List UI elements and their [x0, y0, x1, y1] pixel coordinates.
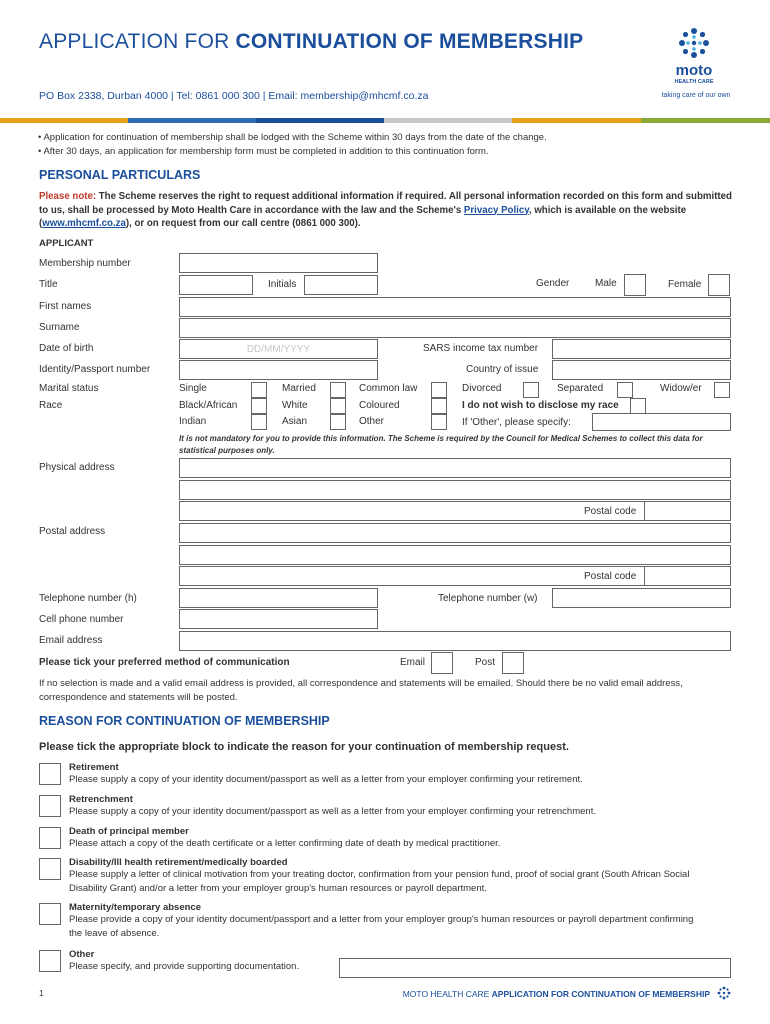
comm-email-checkbox[interactable] [431, 652, 453, 674]
marital-separated-checkbox[interactable] [617, 382, 633, 398]
initials-input[interactable] [304, 275, 378, 295]
marital-widow-checkbox[interactable] [714, 382, 730, 398]
reason-death-checkbox[interactable] [39, 827, 61, 849]
reason-title: Maternity/temporary absence [69, 902, 201, 913]
membership-number-label: Membership number [39, 258, 131, 269]
comm-post-label: Post [475, 657, 496, 668]
logo-subbrand: HEALTH CARE [674, 79, 714, 85]
reason-retirement-checkbox[interactable] [39, 763, 61, 785]
physical-postal-code-input[interactable] [644, 501, 731, 521]
title-bold: CONTINUATION OF MEMBERSHIP [235, 30, 584, 53]
reason-title: Death of principal member [69, 826, 189, 837]
note-label: Please note: [39, 191, 97, 202]
reason-item [69, 902, 699, 940]
privacy-policy-link[interactable]: Privacy Policy [463, 204, 529, 216]
logo-tagline: taking care of our own [661, 92, 731, 99]
reason-desc: Please supply a letter of clinical motivation from your treating doctor, confirmation from your pension fund, proof of social grant (South African Social Disability Grant) and/or a letter from your employer group's human resources or payroll department. [69, 869, 690, 894]
race-no-disclose-checkbox[interactable] [630, 398, 646, 414]
physical-address-line-1[interactable] [179, 458, 731, 478]
reason-maternity-checkbox[interactable] [39, 903, 61, 925]
stripe-segment [512, 118, 641, 123]
membership-number-input[interactable] [179, 253, 378, 273]
contact-line: PO Box 2338, Durban 4000 | Tel: 0861 000 300 | Email: membership@mhcmf.co.za [39, 90, 429, 102]
reason-desc: Please supply a copy of your identity document/passport as well as a letter from your employer confirming your retirement. [69, 774, 583, 785]
identity-input[interactable] [179, 360, 378, 380]
surname-label: Surname [39, 322, 80, 333]
stripe-segment [384, 118, 512, 123]
telephone-w-input[interactable] [552, 588, 731, 608]
race-disclaimer: It is not mandatory for you to provide this information. The Scheme is required by the Council for Medical Schemes to collect this data for statistical purposes only. [179, 434, 703, 455]
communication-method-label: Please tick your preferred method of communication [39, 657, 290, 668]
sars-input[interactable] [552, 339, 731, 359]
marital-option-label: Married [282, 383, 316, 394]
stripe-segment [0, 118, 128, 123]
privacy-note [39, 190, 734, 231]
date-of-birth-input[interactable]: DD/MM/YYYY [179, 339, 378, 359]
sars-label: SARS income tax number [423, 343, 539, 354]
footer-title [403, 989, 710, 999]
telephone-h-label: Telephone number (h) [39, 593, 137, 604]
personal-particulars-heading: PERSONAL PARTICULARS [39, 168, 201, 182]
stripe-segment [128, 118, 256, 123]
male-label: Male [595, 278, 617, 289]
marital-divorced-checkbox[interactable] [523, 382, 539, 398]
reason-title: Disability/Ill health retirement/medically boarded [69, 857, 288, 868]
marital-option-label: Single [179, 383, 207, 394]
logo-brand: moto [675, 62, 713, 79]
physical-address-label: Physical address [39, 462, 115, 473]
header-stripe [0, 118, 770, 123]
communication-note: If no selection is made and a valid email address is provided, all correspondence and statements will be emailed. Should there be no valid email address, correspondence and statements will be posted. [39, 678, 683, 703]
applicant-heading: APPLICANT [39, 238, 94, 249]
race-indian-checkbox[interactable] [251, 414, 267, 430]
intro-bullets [38, 131, 547, 158]
marital-option-label: Divorced [462, 383, 502, 394]
race-asian-checkbox[interactable] [330, 414, 346, 430]
postal-postal-code-label: Postal code [584, 571, 637, 582]
reason-item [69, 949, 349, 974]
footer-brand: MOTO HEALTH CARE [402, 989, 492, 999]
race-white-checkbox[interactable] [330, 398, 346, 414]
website-link[interactable]: www.mhcmf.co.za [42, 218, 126, 229]
first-names-label: First names [39, 301, 92, 312]
postal-address-line-2[interactable] [179, 545, 731, 565]
stripe-segment [256, 118, 384, 123]
page-number: 1 [39, 988, 44, 998]
country-of-issue-input[interactable] [552, 360, 731, 380]
marital-status-label: Marital status [39, 383, 99, 394]
intro-bullet: • Application for continuation of membership shall be lodged with the Scheme within 30 days from the date of the change. [38, 131, 547, 145]
reason-disability-checkbox[interactable] [39, 858, 61, 880]
race-other-checkbox[interactable] [431, 414, 447, 430]
title-label: Title [39, 279, 58, 290]
reason-desc: Please attach a copy of the death certificate or a letter confirming date of death by medical practitioner. [69, 838, 501, 849]
reason-desc: Please supply a copy of your identity document/passport as well as a letter from your employer confirming your retrenchment. [69, 806, 596, 817]
moto-logo [650, 24, 750, 104]
title-input[interactable] [179, 275, 253, 295]
reason-item [69, 762, 729, 787]
reason-desc: Please specify, and provide supporting documentation. [69, 961, 300, 972]
note-text: The Scheme reserves the right to request additional information if required. All personal information recorded on this form and submitted to us, shall be processed by Moto Health Care in accordance with the law and the Scheme's [39, 191, 732, 216]
intro-bullet: • After 30 days, an application for membership form must be completed in addition to this continuation form. [38, 145, 547, 159]
email-address-label: Email address [39, 635, 103, 646]
male-checkbox[interactable] [624, 274, 646, 296]
race-label: Race [39, 400, 63, 411]
reason-other-specify-input[interactable] [339, 958, 731, 978]
race-option-label: Indian [179, 416, 207, 427]
marital-option-label: Common law [359, 383, 418, 394]
reason-instruction: Please tick the appropriate block to indicate the reason for your continuation of membership request. [39, 741, 569, 753]
reason-other-checkbox[interactable] [39, 950, 61, 972]
race-coloured-checkbox[interactable] [431, 398, 447, 414]
date-of-birth-label: Date of birth [39, 343, 94, 354]
physical-postal-code-label: Postal code [584, 506, 637, 517]
comm-email-label: Email [400, 657, 426, 668]
telephone-h-input[interactable] [179, 588, 378, 608]
reason-item [69, 826, 729, 851]
postal-postal-code-input[interactable] [644, 566, 731, 586]
comm-post-checkbox[interactable] [502, 652, 524, 674]
reason-title: Retirement [69, 762, 119, 773]
postal-address-line-1[interactable] [179, 523, 731, 543]
race-black-african-checkbox[interactable] [251, 398, 267, 414]
marital-single-checkbox[interactable] [251, 382, 267, 398]
logo-mark-icon [650, 24, 738, 62]
reason-retrenchment-checkbox[interactable] [39, 795, 61, 817]
footer-doc-title: APPLICATION FOR CONTINUATION OF MEMBERSHIP [491, 989, 710, 999]
identity-label: Identity/Passport number [39, 364, 151, 375]
reason-heading: REASON FOR CONTINUATION OF MEMBERSHIP [39, 714, 330, 728]
race-option-label: White [282, 400, 308, 411]
note-text: , which is available on the website ( [39, 204, 687, 229]
gender-label: Gender [536, 278, 570, 289]
cell-phone-input[interactable] [179, 609, 378, 629]
stripe-segment [641, 118, 770, 123]
email-address-input[interactable] [179, 631, 731, 651]
marital-option-label: Separated [557, 383, 604, 394]
marital-common-law-checkbox[interactable] [431, 382, 447, 398]
title-plain: APPLICATION FOR [39, 30, 236, 53]
race-no-disclose-label: I do not wish to disclose my race [462, 400, 619, 411]
note-text: ), or on request from our call centre (0861 000 300). [125, 218, 361, 229]
reason-desc: Please provide a copy of your identity document/passport and a letter from your employer group's human resources or payroll department confirming the leave of absence. [69, 914, 694, 939]
postal-address-label: Postal address [39, 526, 106, 537]
cell-phone-label: Cell phone number [39, 614, 124, 625]
surname-input[interactable] [179, 318, 731, 338]
race-option-label: Coloured [359, 400, 400, 411]
reason-item [69, 857, 699, 895]
race-option-label: Other [359, 416, 385, 427]
race-other-specify-input[interactable] [592, 413, 731, 431]
race-option-label: Black/African [179, 400, 238, 411]
country-of-issue-label: Country of issue [466, 364, 539, 375]
marital-option-label: Widow/er [660, 383, 702, 394]
female-label: Female [668, 279, 702, 290]
reason-title: Retrenchment [69, 794, 133, 805]
race-other-specify-label: If 'Other', please specify: [462, 417, 571, 428]
reason-title: Other [69, 949, 95, 960]
female-checkbox[interactable] [708, 274, 730, 296]
race-option-label: Asian [282, 416, 308, 427]
physical-address-line-2[interactable] [179, 480, 731, 500]
initials-label: Initials [268, 279, 297, 290]
telephone-w-label: Telephone number (w) [438, 593, 538, 604]
footer-logo-icon [716, 986, 732, 1000]
page-title [39, 30, 583, 54]
marital-married-checkbox[interactable] [330, 382, 346, 398]
first-names-input[interactable] [179, 297, 731, 317]
reason-item [69, 794, 729, 819]
